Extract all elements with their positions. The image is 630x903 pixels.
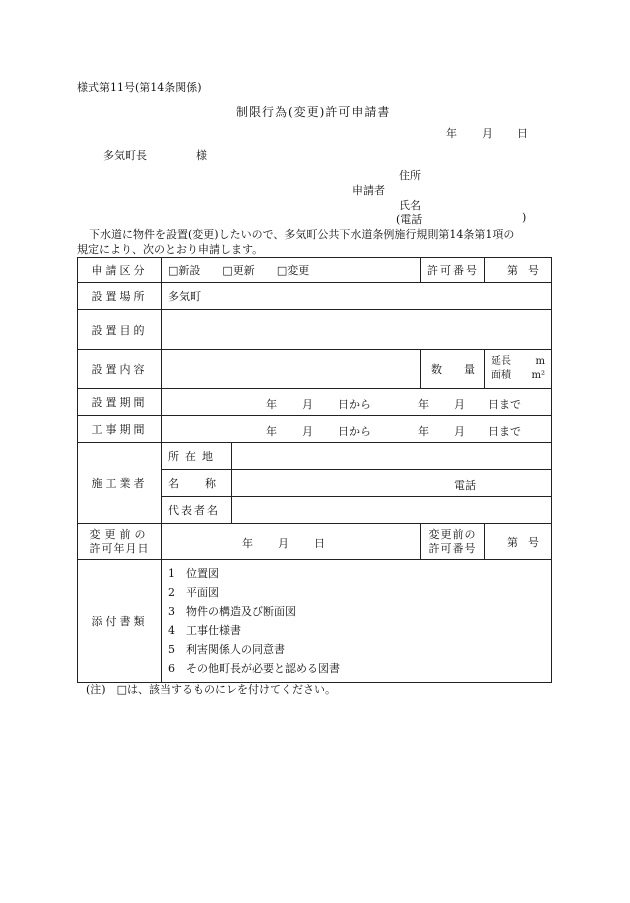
construction-to-day: 日まで	[488, 425, 521, 438]
table-row	[78, 310, 552, 350]
permit-number-field[interactable]	[485, 258, 552, 283]
content-label: 設置内容	[78, 350, 162, 389]
category-options[interactable]	[162, 258, 421, 283]
contractor-rep-label: 代表者名	[162, 497, 232, 524]
attachments-label: 添付書類	[78, 560, 162, 683]
construction-from-month: 月	[302, 425, 313, 438]
prev-dai: 第	[507, 535, 519, 549]
quantity-field[interactable]	[485, 350, 552, 389]
prev-year: 年	[242, 537, 253, 550]
intro-line-1: 下水道に物件を設置(変更)したいので、多気町公共下水道条例施行規則第14条第1項の	[89, 228, 515, 241]
footnote: (注) □は、該当するものにレを付けてください。	[86, 683, 336, 696]
list-item: 1 位置図	[168, 567, 219, 580]
purpose-field[interactable]	[162, 310, 552, 350]
category-label: 申請区分	[78, 258, 162, 283]
install-from-year: 年	[266, 398, 277, 411]
length-unit: m	[535, 356, 546, 367]
applicant-name-label: 氏名	[399, 199, 421, 212]
quantity-label-text: 数量	[431, 363, 498, 376]
application-table	[77, 257, 552, 683]
construction-from-year: 年	[266, 425, 277, 438]
intro-line-2: 規定により、次のとおり申請します。	[77, 243, 264, 256]
construction-from-day: 日から	[338, 425, 371, 438]
install-period-label: 設置期間	[78, 389, 162, 416]
contractor-name-label	[162, 470, 242, 497]
prev-go: 号	[528, 535, 540, 549]
install-to-month: 月	[454, 398, 465, 411]
applicant-address-label: 住所	[399, 169, 421, 182]
table-row	[78, 443, 552, 470]
checkbox-new[interactable]: □新設	[168, 264, 201, 277]
applicant-phone-close: )	[522, 211, 527, 224]
list-item: 6 その他町長が必要と認める図書	[168, 662, 340, 675]
table-row	[78, 350, 552, 389]
install-to-day: 日まで	[488, 398, 521, 411]
list-item: 2 平面図	[168, 586, 219, 599]
prev-day: 日	[314, 537, 325, 550]
prev-number-label	[421, 524, 485, 560]
construction-to-month: 月	[454, 425, 465, 438]
purpose-label: 設置目的	[78, 310, 162, 350]
area-unit: m²	[531, 370, 546, 381]
applicant-phone-open: (電話	[396, 213, 423, 226]
checkbox-renew[interactable]: □更新	[222, 264, 255, 277]
install-from-month: 月	[302, 398, 313, 411]
contractor-location-field[interactable]	[232, 443, 552, 470]
prev-number-field[interactable]	[485, 524, 552, 560]
prev-date-label-2: 許可年月日	[89, 541, 150, 555]
checkbox-change[interactable]: □変更	[276, 264, 310, 277]
area-label: 面積	[491, 370, 512, 381]
install-from-day: 日から	[338, 398, 371, 411]
list-item: 5 利害関係人の同意書	[168, 643, 285, 656]
install-to-year: 年	[418, 398, 429, 411]
table-row	[78, 258, 552, 283]
table-row	[78, 524, 552, 560]
honorific: 様	[196, 149, 207, 162]
contractor-rep-field[interactable]	[232, 497, 552, 524]
install-period-field[interactable]	[162, 389, 552, 416]
prev-number-label-2: 許可番号	[428, 541, 477, 555]
location-field[interactable]: 多気町	[162, 283, 552, 310]
contractor-name-field[interactable]	[232, 470, 552, 497]
table-row	[78, 560, 552, 683]
quantity-label	[421, 350, 498, 389]
date-day: 日	[517, 127, 528, 140]
page-title: 制限行為(変更)許可申請書	[236, 105, 391, 119]
construction-period-field[interactable]	[162, 416, 552, 443]
list-item: 3 物件の構造及び断面図	[168, 605, 296, 618]
prev-date-field[interactable]	[162, 524, 421, 560]
permit-go: 号	[528, 264, 540, 277]
contractor-phone-label: 電話	[454, 479, 476, 492]
prev-month: 月	[278, 537, 289, 550]
length-label: 延長	[491, 356, 512, 367]
location-label: 設置場所	[78, 283, 162, 310]
prev-date-label-1: 変更前の	[89, 527, 150, 541]
contractor-name-label-text: 名称	[168, 477, 242, 490]
construction-to-year: 年	[418, 425, 429, 438]
attachments-list	[162, 560, 552, 683]
table-row	[78, 416, 552, 443]
date-year: 年	[446, 127, 457, 140]
contractor-location-label: 所在地	[162, 443, 232, 470]
content-field[interactable]	[162, 350, 421, 389]
form-number: 様式第11号(第14条関係)	[77, 81, 202, 94]
prev-number-label-1: 変更前の	[428, 527, 477, 541]
list-item: 4 工事仕様書	[168, 624, 241, 637]
applicant-label: 申請者	[352, 184, 385, 197]
contractor-label: 施工業者	[78, 443, 162, 524]
construction-period-label: 工事期間	[78, 416, 162, 443]
permit-number-label: 許可番号	[421, 258, 485, 283]
addressee: 多気町長	[103, 149, 147, 162]
table-row	[78, 283, 552, 310]
date-month: 月	[482, 127, 493, 140]
prev-date-label	[78, 524, 162, 560]
permit-dai: 第	[507, 264, 519, 277]
table-row	[78, 389, 552, 416]
